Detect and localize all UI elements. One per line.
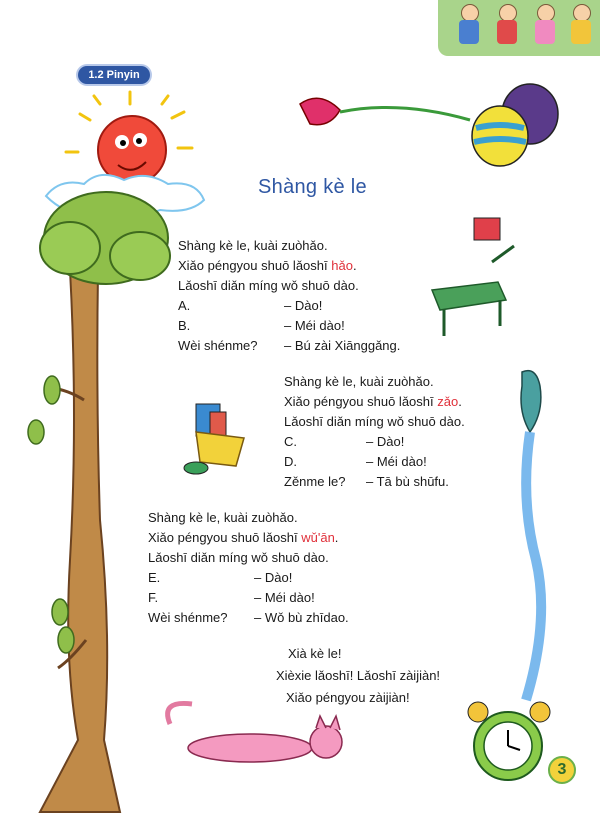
basket-illustration — [184, 404, 244, 474]
block2-row-label: D. — [284, 454, 297, 469]
block3-line3: Lǎoshī diǎn míng wǒ shuō dào. — [148, 550, 329, 565]
block3-line1: Shàng kè le, kuài zuòhǎo. — [148, 510, 298, 525]
block2-row-label: Zěnme le? — [284, 474, 346, 489]
block3-row-label: E. — [148, 570, 161, 585]
block1-row-reply: – Dào! — [284, 298, 323, 313]
sun-illustration — [66, 92, 192, 184]
block1-row-reply: – Méi dào! — [284, 318, 345, 333]
block2-row-reply: – Tā bù shūfu. — [366, 474, 449, 489]
block1-line2: Xiǎo péngyou shuō lǎoshī hǎo. — [178, 258, 357, 273]
closing-line3: Xiǎo péngyou zàijiàn! — [286, 690, 410, 705]
block2-line3: Lǎoshī diǎn míng wǒ shuō dào. — [284, 414, 465, 429]
bird-balloons-illustration — [300, 84, 558, 166]
block1-line1: Shàng kè le, kuài zuòhǎo. — [178, 238, 328, 253]
block2-line2: Xiǎo péngyou shuō lǎoshī zǎo. — [284, 394, 462, 409]
block3-row-reply: – Wǒ bù zhīdao. — [254, 610, 349, 625]
closing-line1: Xià kè le! — [288, 646, 342, 661]
block3-row-reply: – Méi dào! — [254, 590, 315, 605]
desk-illustration — [432, 218, 514, 336]
block1-row-label: Wèi shénme? — [178, 338, 258, 353]
block2-row-label: C. — [284, 434, 297, 449]
block3-row-label: F. — [148, 590, 159, 605]
block1-row-label: B. — [178, 318, 191, 333]
block3-row-label: Wèi shénme? — [148, 610, 228, 625]
block3-line2: Xiǎo péngyou shuō lǎoshī wǔ'ān. — [148, 530, 339, 545]
section-badge: 1.2 Pinyin — [78, 66, 150, 84]
page-number: 3 — [548, 756, 576, 784]
fish-kite-illustration — [521, 371, 541, 700]
block1-row-label: A. — [178, 298, 191, 313]
block1-line3: Lǎoshī diǎn míng wǒ shuō dào. — [178, 278, 359, 293]
block1-row-reply: – Bú zài Xiānggǎng. — [284, 338, 401, 353]
block2-row-reply: – Méi dào! — [366, 454, 427, 469]
block2-row-reply: – Dào! — [366, 434, 405, 449]
page-title: Shàng kè le — [258, 176, 367, 198]
cat-illustration — [168, 703, 342, 762]
block3-row-reply: – Dào! — [254, 570, 293, 585]
closing-line2: Xièxie lǎoshī! Lǎoshī zàijiàn! — [276, 668, 441, 683]
alarm-clock-illustration — [468, 702, 550, 780]
block2-line1: Shàng kè le, kuài zuòhǎo. — [284, 374, 434, 389]
tree-illustration — [28, 192, 170, 812]
